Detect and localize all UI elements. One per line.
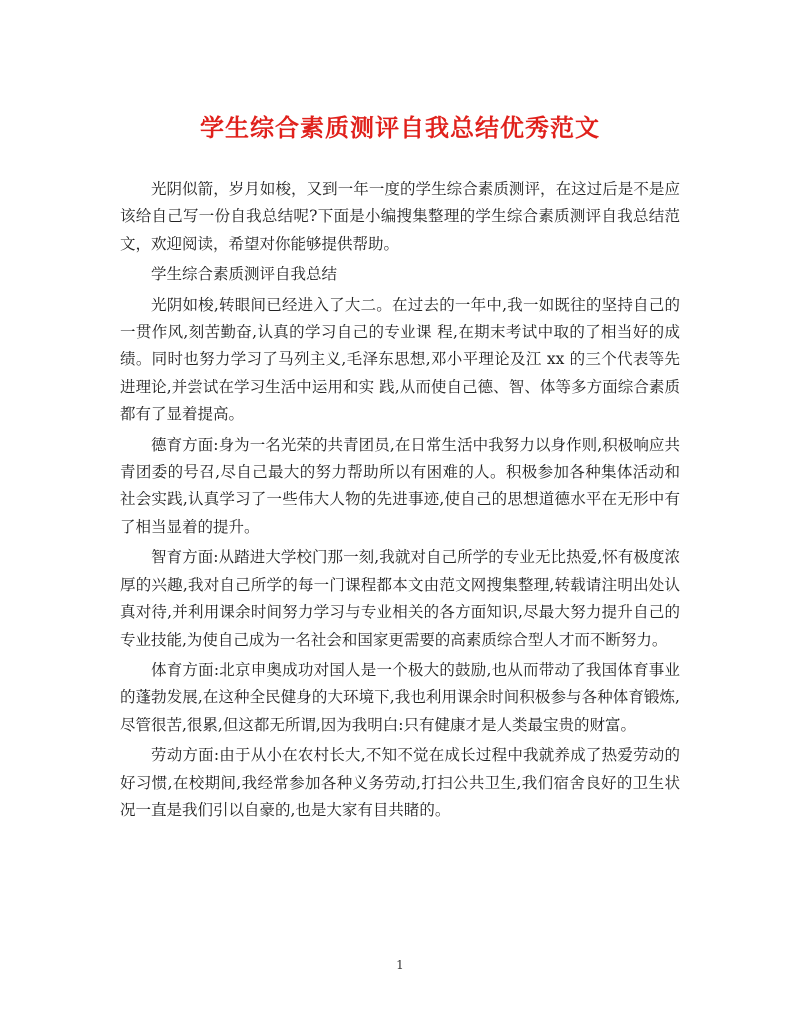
document-body (120, 176, 680, 824)
intellectual-education-paragraph: 智育方面:从踏进大学校门那一刻,我就对自己所学的专业无比热爱,怀有极度浓厚的兴趣,我对自己所学的每一门课程都本文由范文网搜集整理,转载请注明出处认真对待,并利用课余时间努力学习与专业相关的各方面知识,尽最大努力提升自己的专业技能,为使自己成为一名社会和国家更需要的高素质综合型人才而不断努力。 (120, 548, 680, 649)
section-heading: 学生综合素质测评自我总结 (151, 265, 338, 284)
intro-paragraph: 光阴似箭，岁月如梭，又到一年一度的学生综合素质测评，在这过后是不是应该给自己写一份自我总结呢?下面是小编搜集整理的学生综合素质测评自我总结范文，欢迎阅读，希望对你能够提供帮助。 (120, 180, 680, 253)
page-number: 1 (396, 958, 404, 972)
physical-education-paragraph: 体育方面:北京申奥成功对国人是一个极大的鼓励,也从而带动了我国体育事业的蓬勃发展,在这种全民健身的大环境下,我也利用课余时间积极参与各种体育锻炼,尽管很苦,很累,但这都无所谓,因为我明白:只有健康才是人类最宝贵的财富。 (120, 660, 680, 734)
overview-paragraph: 光阴如梭,转眼间已经进入了大二。在过去的一年中,我一如既往的坚持自己的一贯作风,刻苦勤奋,认真的学习自己的专业课 程,在期末考试中取的了相当好的成绩。同时也努力学习了马列主义,毛泽东思想,邓小平理论及江 xx 的三个代表等先进理论,并尝试在学习生活中运用和实 践,从而使自己德、智、体等多方面综合素质都有了显着提高。 (120, 295, 680, 424)
labor-paragraph: 劳动方面:由于从小在农村长大,不知不觉在成长过程中我就养成了热爱劳动的好习惯,在校期间,我经常参加各种义务劳动,打扫公共卫生,我们宿舍良好的卫生状况一直是我们引以自豪的,也是大家有目共睹的。 (120, 746, 680, 819)
document-title: 学生综合素质测评自我总结优秀范文 (200, 114, 600, 142)
moral-education-paragraph: 德育方面:身为一名光荣的共青团员,在日常生活中我努力以身作则,积极响应共青团委的号召,尽自己最大的努力帮助所以有困难的人。积极参加各种集体活动和社会实践,认真学习了一些伟大人物的先进事迹,使自己的思想道德水平在无形中有了相当显着的提升。 (120, 435, 680, 536)
